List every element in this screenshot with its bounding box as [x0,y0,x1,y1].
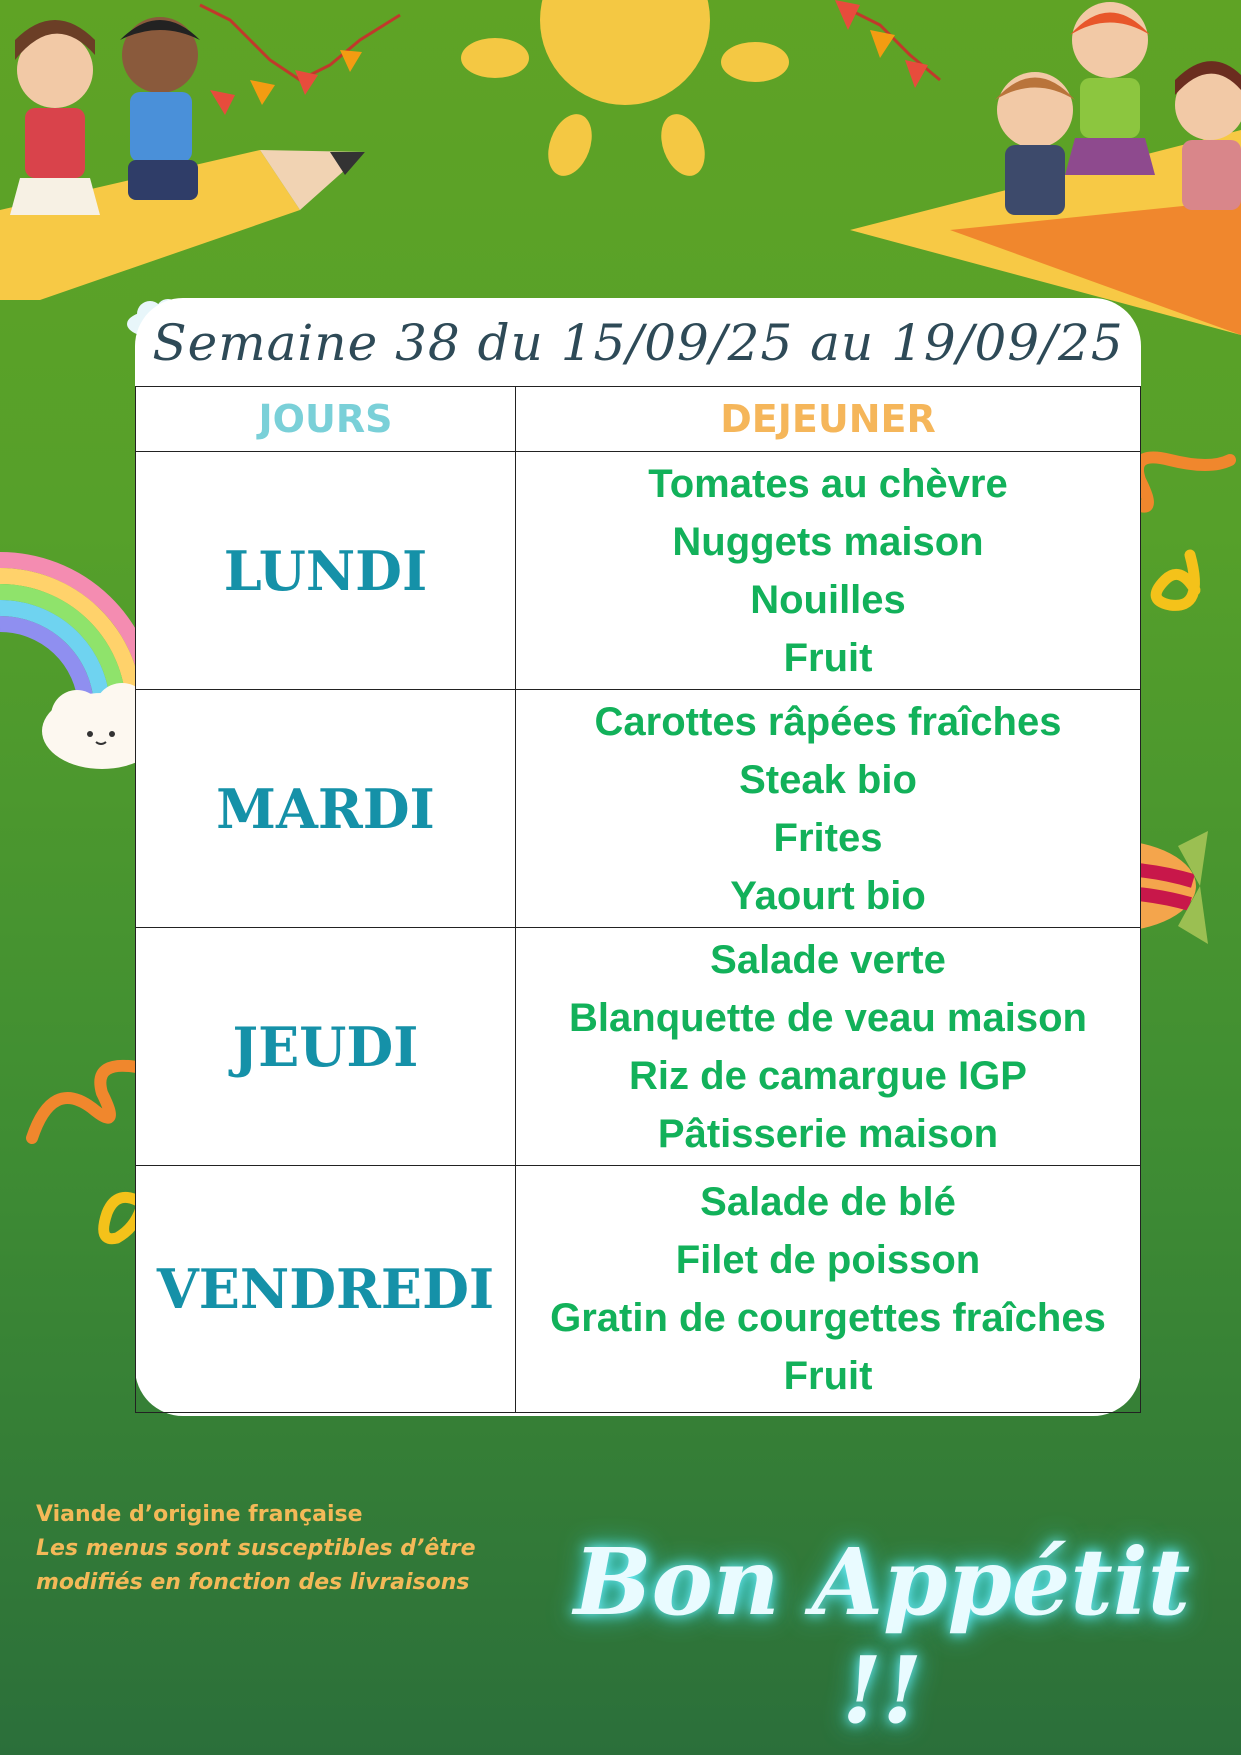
meal-list [516,690,1141,928]
meal-item: Fruit [783,1354,873,1398]
meal-list [516,1166,1141,1413]
header-lunch: DEJEUNER [516,387,1141,452]
meal-item: Gratin de courgettes fraîches [550,1296,1106,1340]
meal-item: Nouilles [750,577,906,622]
meal-item: Salade de blé [700,1180,956,1224]
note-disclaimer-line1: Les menus sont susceptibles d’être [36,1536,476,1561]
menu-table [135,386,1141,1413]
header-days: JOURS [136,387,516,452]
meal-item: Nuggets maison [672,519,984,564]
meal-item: Riz de camargue IGP [629,1053,1027,1098]
meal-item: Yaourt bio [730,873,926,918]
meal-item: Pâtisserie maison [657,1111,999,1156]
children-on-paper-plane-illustration [820,0,1241,340]
meal-item: Salade verte [710,937,946,982]
day-name: LUNDI [136,452,516,690]
meal-list [516,928,1141,1166]
meal-item: Filet de poisson [675,1238,981,1282]
table-row [136,928,1141,1166]
note-disclaimer-line2: modifiés en fonction des livraisons [36,1570,470,1595]
meal-item: Blanquette de veau maison [569,995,1087,1040]
meal-item: Fruit [783,635,873,680]
table-row [136,690,1141,928]
day-name: MARDI [136,690,516,928]
children-on-pencil-illustration [0,0,420,310]
footer-notes [36,1498,556,1600]
day-name: VENDREDI [136,1166,516,1413]
meal-item: Steak bio [739,757,917,802]
meal-list [516,452,1141,690]
week-title: Semaine 38 du 15/09/25 au 19/09/25 [152,314,1124,372]
sun-icon [455,0,795,180]
meal-item: Frites [773,815,883,860]
day-name: JEUDI [136,928,516,1166]
table-row [136,452,1141,690]
bon-appetit-text: Bon Appétit !! [573,1528,1191,1744]
table-row [136,1166,1141,1413]
note-origin: Viande d’origine française [36,1502,363,1527]
meal-item: Tomates au chèvre [648,461,1008,506]
meal-item: Carottes râpées fraîches [594,699,1062,744]
table-header-row [136,387,1141,452]
